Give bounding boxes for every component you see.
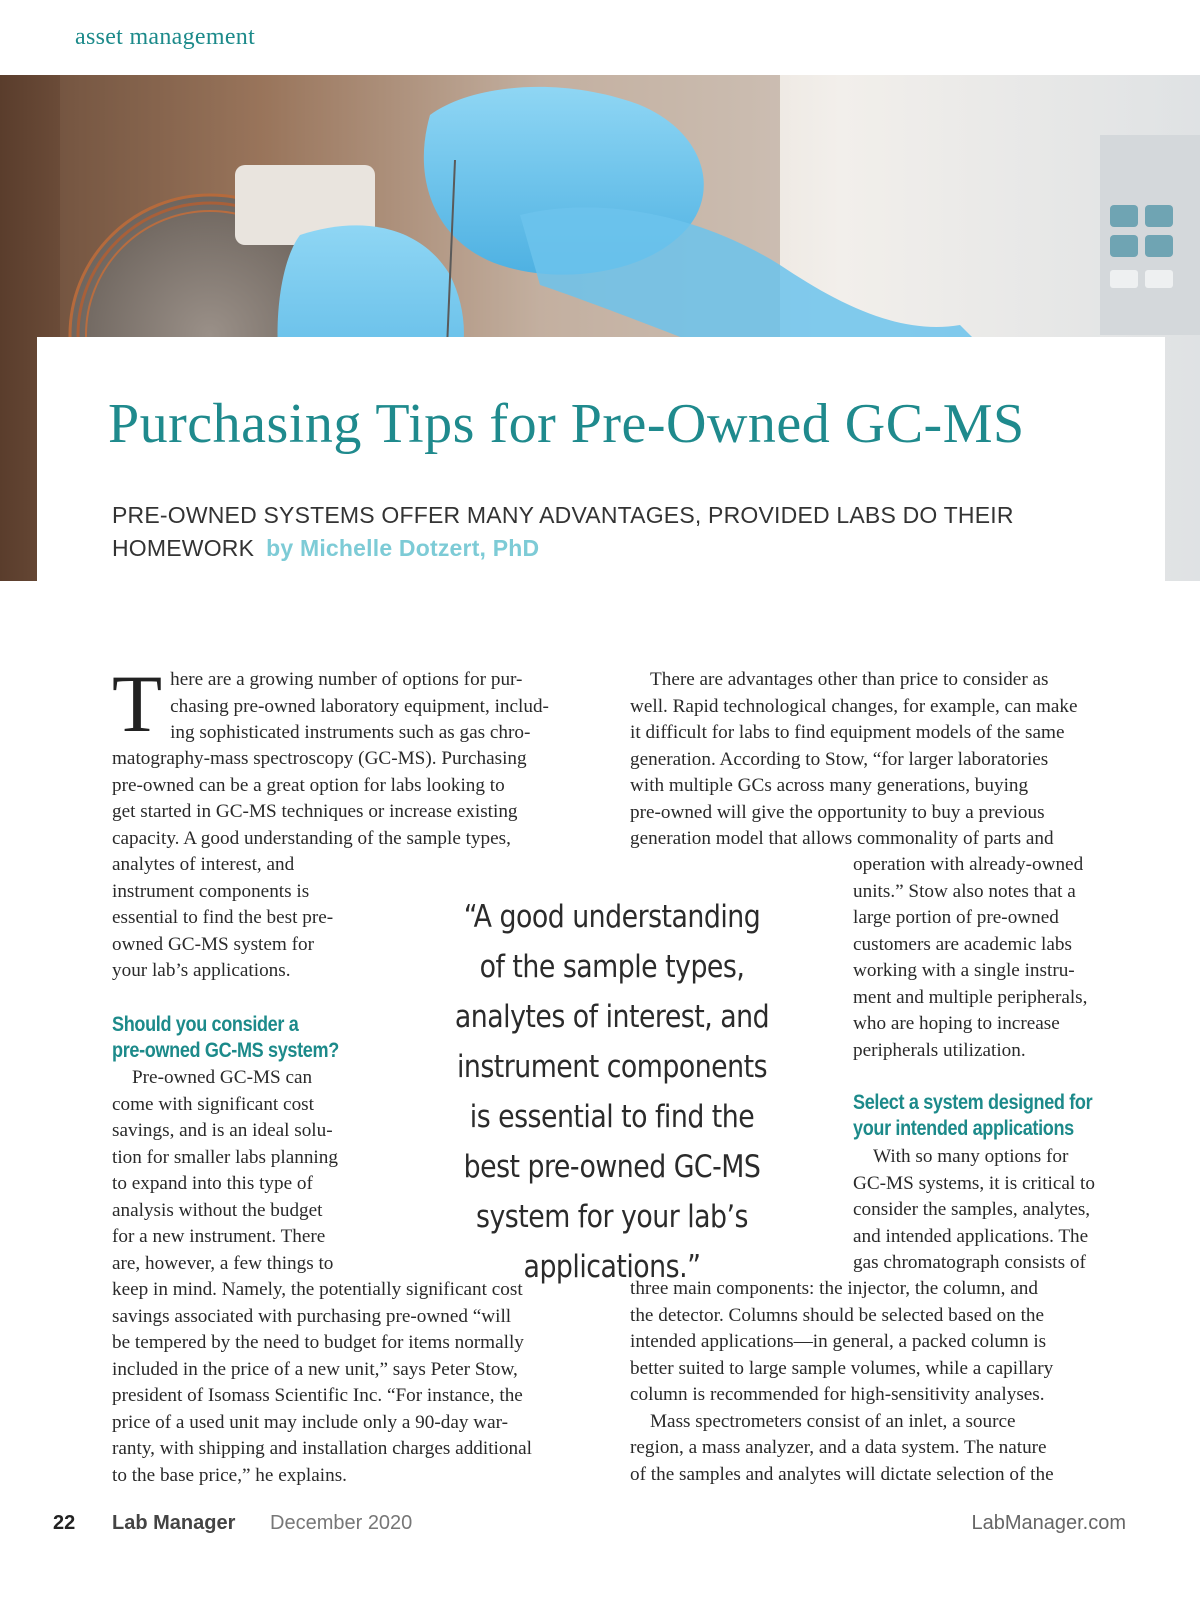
- publication-name: Lab Manager: [112, 1512, 236, 1534]
- pull-quote: “A good understanding of the sample types, analytes of interest, and instrument components is essential to find the best pre-owned GC-MS system for your lab’s applications.”: [454, 899, 770, 1285]
- text-line: owned GC-MS system for: [112, 933, 314, 955]
- article-title: Purchasing Tips for Pre-Owned GC-MS: [108, 393, 1025, 455]
- text-line: pre-owned can be a great option for labs looking to: [112, 774, 505, 796]
- heading-line: your intended applications: [853, 1117, 1074, 1140]
- column-2-paragraph-2: [853, 1144, 1133, 1277]
- text-line: to the base price,” he explains.: [112, 1464, 347, 1486]
- text-line: Mass spectrometers consist of an inlet, a source: [650, 1410, 1016, 1432]
- text-line: with multiple GCs across many generations, buying: [630, 775, 1029, 796]
- text-line: working with a single instru-: [853, 960, 1075, 981]
- heading-line: pre-owned GC-MS system?: [112, 1039, 339, 1062]
- column-2-paragraph-1-cont: [853, 852, 1133, 1064]
- text-line: and intended applications. The: [853, 1225, 1089, 1247]
- text-line: come with significant cost: [112, 1093, 314, 1115]
- text-line: instrument components is: [112, 880, 310, 902]
- text-line: three main components: the injector, the column, and: [630, 1278, 1038, 1299]
- text-line: savings, and is an ideal solu-: [112, 1120, 333, 1141]
- drop-cap: T: [112, 658, 163, 749]
- text-line: analysis without the budget: [112, 1199, 323, 1221]
- text-line: chasing pre-owned laboratory equipment, includ-: [170, 695, 549, 717]
- article-deck: [112, 499, 1062, 565]
- text-line: tion for smaller labs planning: [112, 1146, 338, 1168]
- text-line: There are advantages other than price to consider as: [650, 669, 1049, 690]
- column-2-paragraph-1: [630, 667, 1130, 853]
- text-line: here are a growing number of options for pur-: [170, 669, 523, 690]
- text-line: well. Rapid technological changes, for example, can make: [630, 695, 1078, 717]
- text-line: intended applications—in general, a packed column is: [630, 1331, 1047, 1352]
- text-line: keep in mind. Namely, the potentially significant cost: [112, 1279, 523, 1300]
- deck-text: PRE-OWNED SYSTEMS OFFER MANY ADVANTAGES, PROVIDED LABS DO THEIR HOMEWORK: [112, 502, 1014, 561]
- column-1-paragraph-1: [112, 658, 592, 749]
- text-line: capacity. A good understanding of the sample types,: [112, 827, 511, 849]
- heading-line: Should you consider a: [112, 1013, 299, 1036]
- text-line: analytes of interest, and: [112, 854, 295, 875]
- text-line: customers are academic labs: [853, 933, 1072, 955]
- text-line: generation model that allows commonality of parts and: [630, 828, 1054, 849]
- text-line: pre-owned will give the opportunity to buy a previous: [630, 801, 1045, 823]
- text-line: are, however, a few things to: [112, 1252, 334, 1274]
- text-line: column is recommended for high-sensitivity analyses.: [630, 1384, 1045, 1405]
- text-line: operation with already-owned: [853, 854, 1084, 875]
- issue-date: December 2020: [270, 1512, 413, 1534]
- text-line: gas chromatograph consists of: [853, 1252, 1086, 1273]
- text-line: ing sophisticated instruments such as gas chro-: [170, 722, 531, 743]
- text-line: of the samples and analytes will dictate selection of the: [630, 1463, 1054, 1485]
- text-line: region, a mass analyzer, and a data system. The nature: [630, 1437, 1047, 1458]
- text-line: essential to find the best pre-: [112, 907, 334, 928]
- section-tag: asset management: [75, 24, 256, 50]
- text-line: better suited to large sample volumes, while a capillary: [630, 1357, 1054, 1379]
- text-line: get started in GC-MS techniques or increase existing: [112, 801, 518, 822]
- section-heading-1: [112, 1012, 339, 1064]
- text-line: included in the price of a new unit,” says Peter Stow,: [112, 1358, 518, 1380]
- text-line: it difficult for labs to find equipment models of the same: [630, 722, 1065, 743]
- text-line: president of Isomass Scientific Inc. “For instance, the: [112, 1385, 523, 1406]
- text-line: the detector. Columns should be selected based on the: [630, 1304, 1045, 1326]
- text-line: for a new instrument. There: [112, 1226, 326, 1247]
- section-heading-2: [853, 1090, 1092, 1142]
- heading-line: Select a system designed for: [853, 1091, 1093, 1114]
- text-line: Pre-owned GC-MS can: [132, 1067, 313, 1088]
- text-line: matography-mass spectroscopy (GC-MS). Purchasing: [112, 748, 527, 769]
- text-line: consider the samples, analytes,: [853, 1199, 1091, 1220]
- text-line: generation. According to Stow, “for larger laboratories: [630, 748, 1049, 770]
- text-line: to expand into this type of: [112, 1173, 313, 1194]
- byline: by Michelle Dotzert, PhD: [266, 535, 540, 561]
- text-line: who are hoping to increase: [853, 1013, 1060, 1034]
- text-line: ranty, with shipping and installation charges additional: [112, 1438, 532, 1459]
- text-line: With so many options for: [873, 1146, 1069, 1167]
- text-line: GC-MS systems, it is critical to: [853, 1172, 1095, 1194]
- text-line: be tempered by the need to budget for items normally: [112, 1332, 524, 1353]
- text-line: savings associated with purchasing pre-owned “will: [112, 1305, 512, 1327]
- column-2-paragraph-2-cont: [630, 1276, 1130, 1488]
- text-line: peripherals utilization.: [853, 1039, 1026, 1061]
- text-line: your lab’s applications.: [112, 960, 291, 981]
- text-line: large portion of pre-owned: [853, 907, 1059, 928]
- text-line: ment and multiple peripherals,: [853, 986, 1088, 1008]
- text-line: price of a used unit may include only a 90-day war-: [112, 1411, 509, 1433]
- page-number: 22: [53, 1512, 76, 1534]
- text-line: units.” Stow also notes that a: [853, 880, 1076, 902]
- website-url: LabManager.com: [971, 1512, 1126, 1534]
